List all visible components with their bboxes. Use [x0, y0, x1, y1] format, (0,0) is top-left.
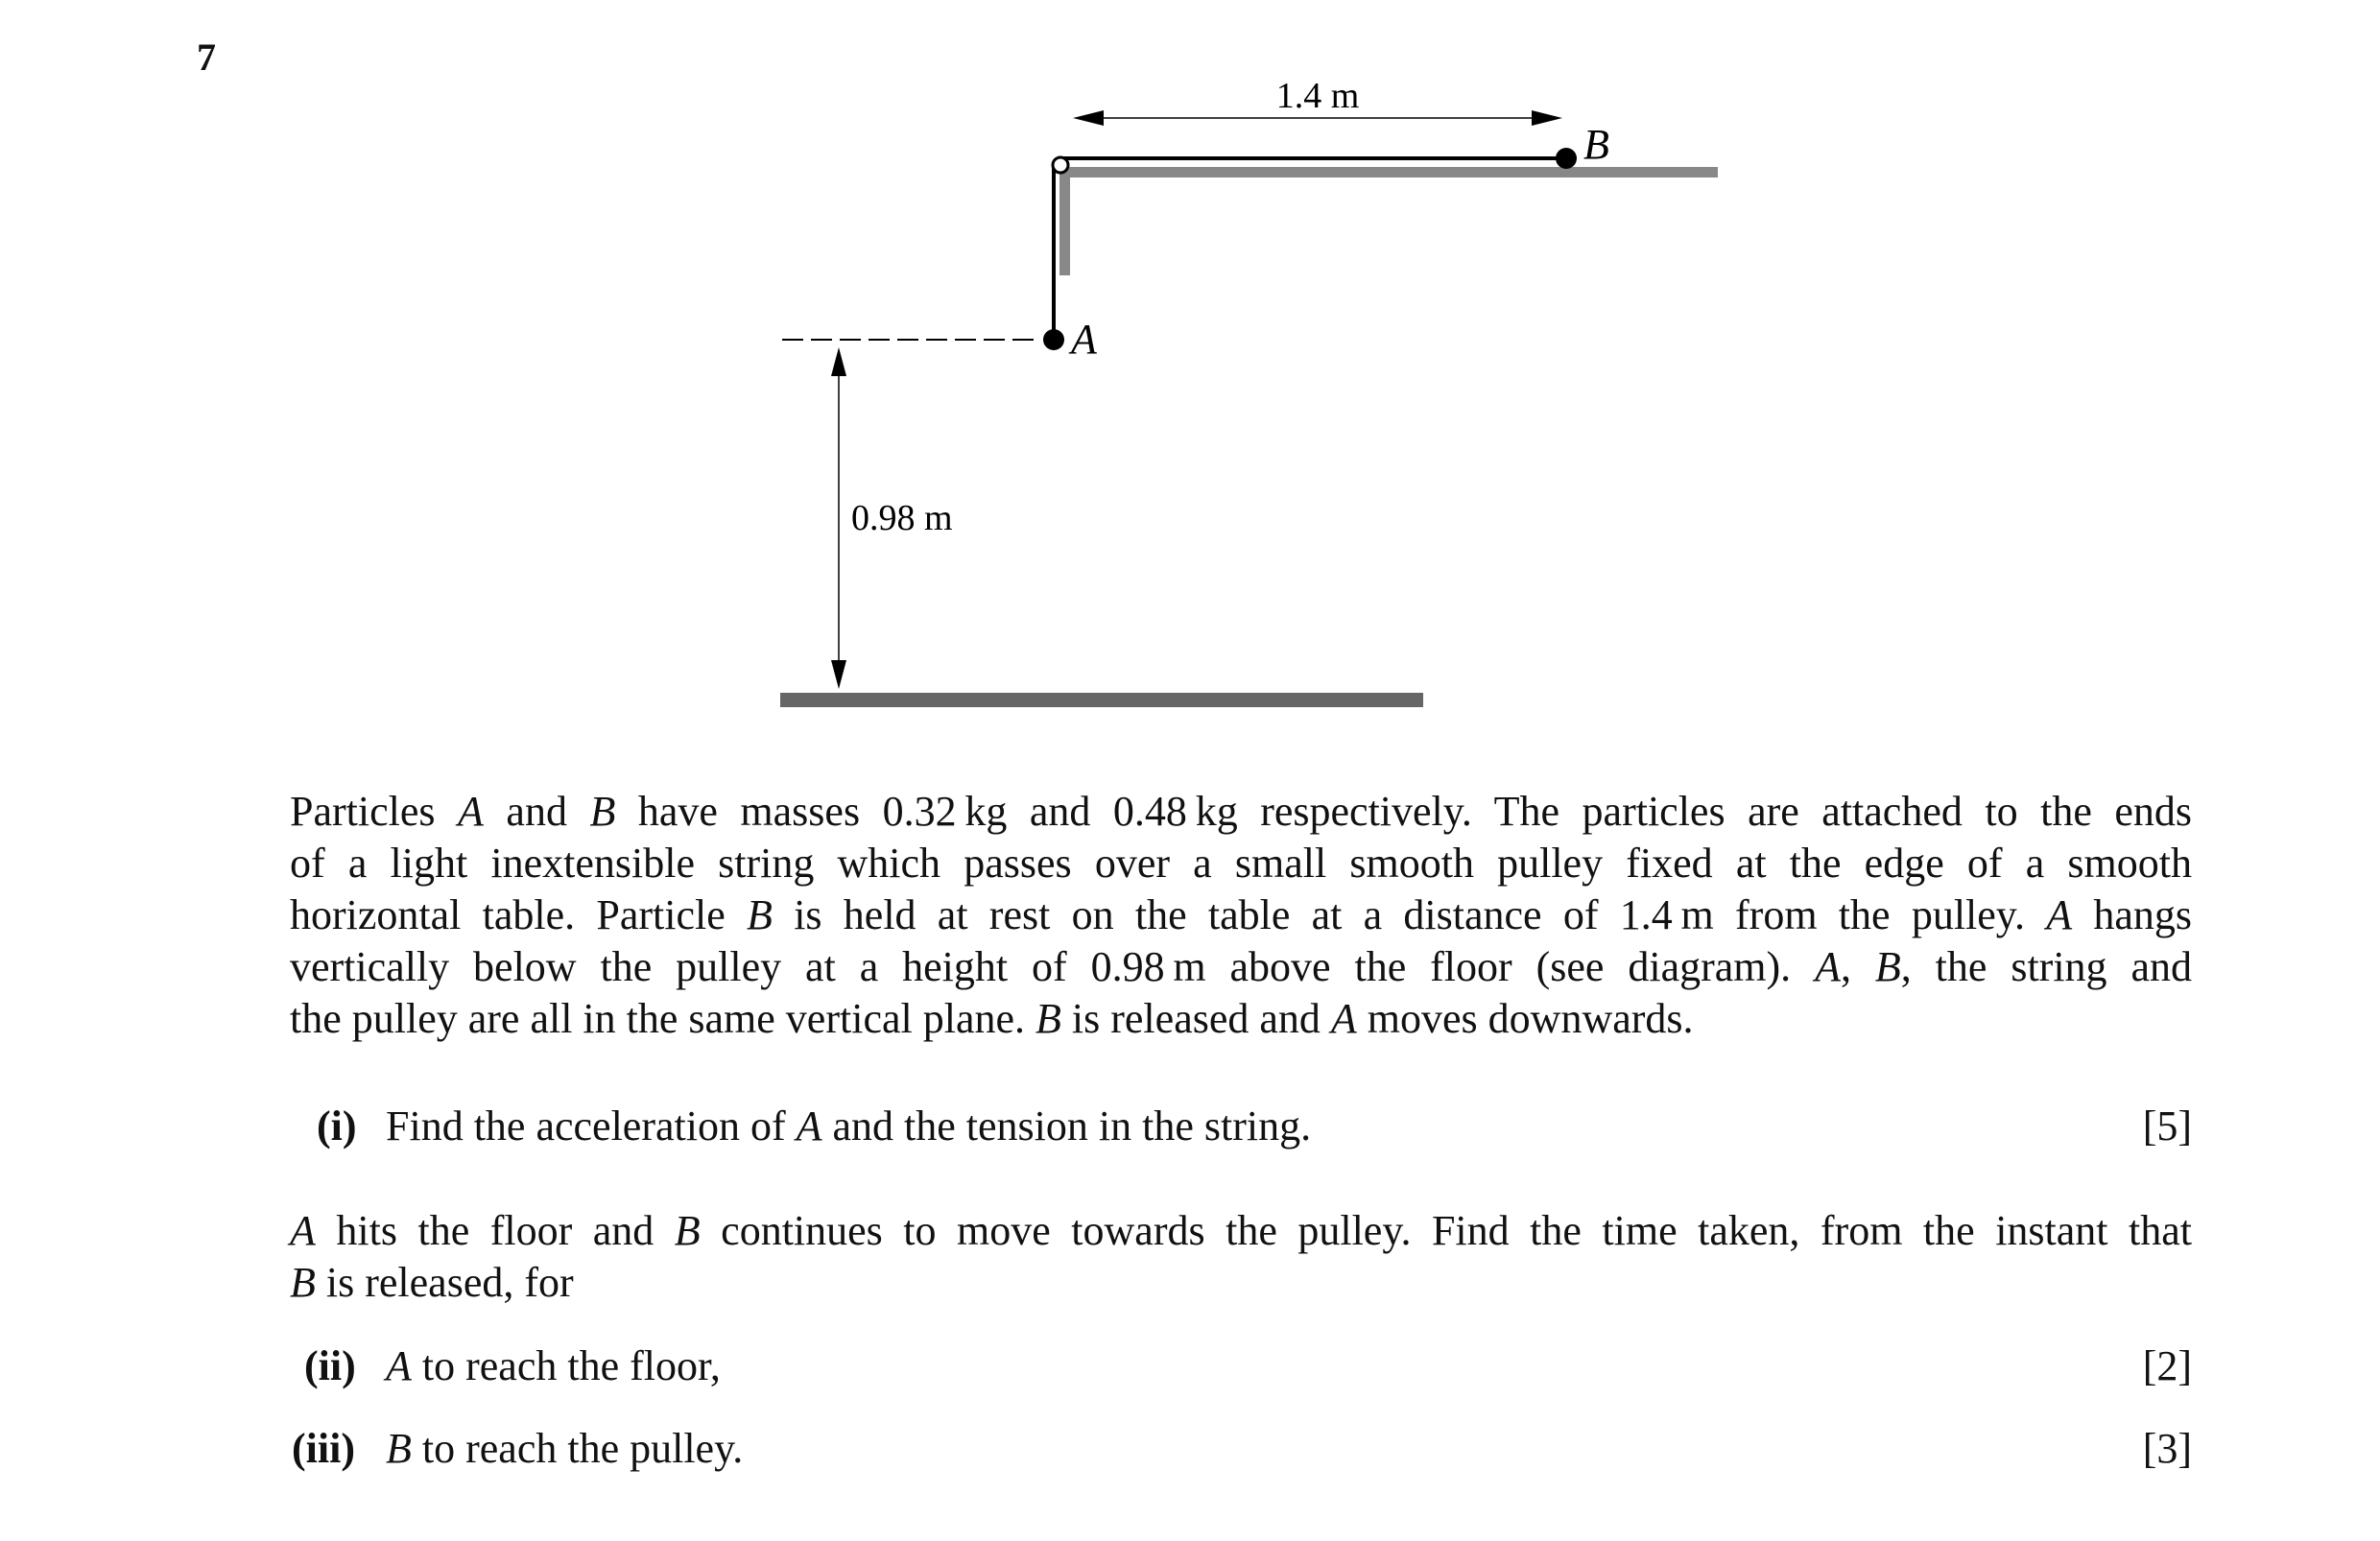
part-ii: [290, 1340, 2192, 1392]
part-text: B to reach the pulley.: [386, 1425, 744, 1472]
part-marks: [5]: [2142, 1102, 2192, 1150]
height-arrow-up: [831, 347, 846, 376]
height-arrow-down: [831, 660, 846, 689]
particle-a: [1043, 329, 1064, 350]
part-marks: [3]: [2142, 1425, 2192, 1472]
part-label: (ii): [304, 1342, 356, 1389]
part-text: A to reach the floor,: [386, 1342, 721, 1389]
part-label: (iii): [292, 1425, 355, 1472]
intro-line: Particles A and B have masses 0.32 kg and 0.48 kg respectively. The particles are attached to the ends: [290, 788, 2193, 835]
length-label: 1.4 m: [1275, 76, 1360, 116]
question-number: 7: [197, 36, 216, 79]
table-surface: [1067, 167, 1718, 178]
intro-line: the pulley are all in the same vertical plane. B is released and A moves downwards.: [290, 995, 1694, 1042]
floor: [780, 693, 1423, 707]
middle-line: A hits the floor and B continues to move towards the pulley. Find the time taken, from the instant that: [290, 1207, 2192, 1254]
middle-line: B is released, for: [290, 1259, 574, 1306]
height-label: 0.98 m: [851, 498, 953, 538]
part-label: (i): [317, 1102, 357, 1150]
part-marks: [2]: [2142, 1342, 2192, 1389]
pulley-diagram: [0, 0, 2380, 748]
part-text: Find the acceleration of A and the tension in the string.: [386, 1102, 1312, 1150]
length-arrow-left: [1073, 110, 1104, 126]
particle-b: [1556, 148, 1577, 169]
intro-line: horizontal table. Particle B is held at rest on the table at a distance of 1.4 m from the pulley. A hangs: [290, 891, 2193, 938]
particle-b-label: B: [1583, 121, 1609, 168]
particle-a-label: A: [1071, 316, 1097, 363]
table-edge: [1059, 167, 1070, 275]
length-arrow-right: [1532, 110, 1562, 126]
intro-line: of a light inextensible string which passes over a small smooth pulley fixed at the edge of a smooth: [290, 840, 2192, 887]
pulley: [1053, 157, 1068, 173]
intro-line: vertically below the pulley at a height of 0.98 m above the floor (see diagram). A, B, the string and: [290, 943, 2193, 990]
part-i: [290, 1101, 2192, 1152]
part-iii: [290, 1423, 2192, 1475]
